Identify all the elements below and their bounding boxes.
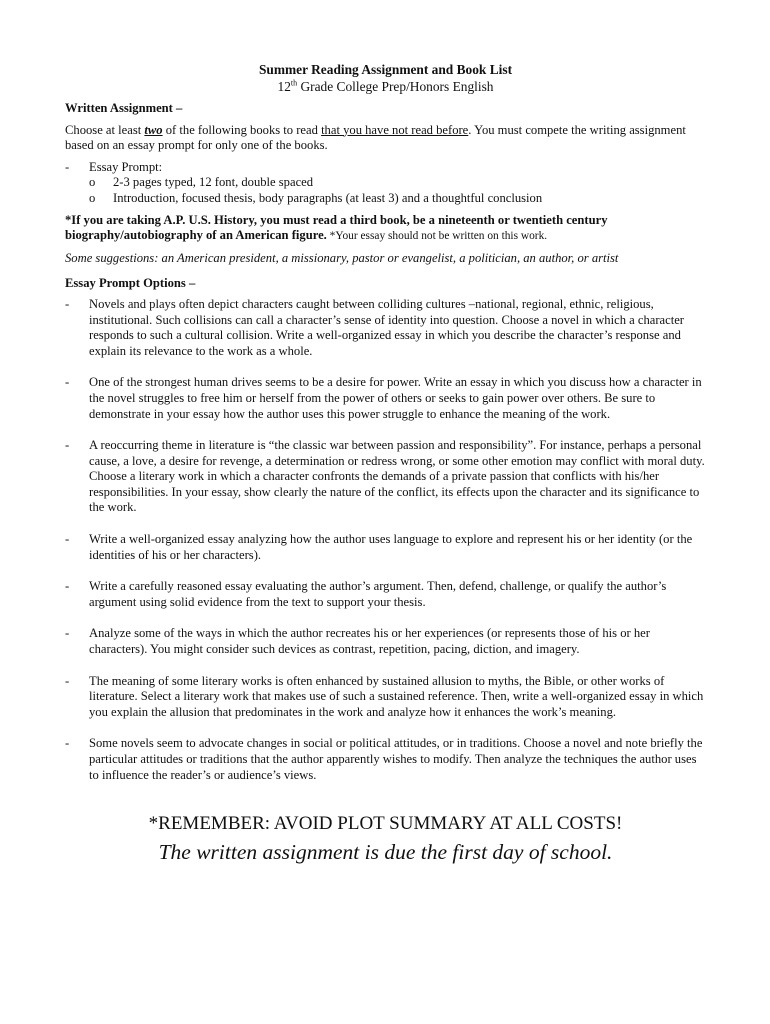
subtitle-rest: Grade College Prep/Honors English [297,79,494,94]
bullet-dash: - [65,673,70,688]
subtitle-superscript: th [290,78,298,88]
bullet-dash: - [65,579,70,594]
essay-prompt-item [65,160,706,176]
due-date-notice: The written assignment is due the first day of school. [158,840,613,865]
intro-text: Choose at least [65,122,145,137]
essay-option-item [65,736,706,783]
essay-option-text: Write a carefully reasoned essay evaluating the author’s argument. Then, defend, challenge, or qualify the author’s argument using solid evidence from the text to support your thesis. [89,579,667,609]
bullet-dash: - [65,296,70,311]
essay-prompt-label: Essay Prompt: [89,159,163,174]
subitem-text: 2-3 pages typed, 12 font, double spaced [113,175,314,190]
essay-option-item [65,674,706,721]
page-title: Summer Reading Assignment and Book List [258,62,513,77]
essay-option-text: The meaning of some literary works is often enhanced by sustained allusion to myths, the Bible, or other works of literature. Select a literary work that makes use of such a sustained reference. Then, write a well-organized essay in which you explain the allusion that predominates in the work and analyze how it enhances the work’s meaning. [89,673,704,719]
apush-bold-text: *If you are taking A.P. U.S. History, you must read a third book, be a nineteenth or twentieth century biography/autobiography of an American figure. [65,212,608,243]
essay-option-text: Analyze some of the ways in which the author recreates his or her experiences (or represents those of his or her characters). You might consider such devices as contrast, repetition, pacing, diction, and imagery. [89,626,650,657]
essay-option-item [65,579,706,610]
bullet-dash: - [65,626,70,641]
apush-note: *Your essay should not be written on this work. [326,230,548,243]
bullet-dash: - [65,159,70,174]
intro-underlined: that you have not read before [321,122,469,137]
intro-emphasis-two: two [144,122,163,137]
bullet-dash: - [65,736,70,751]
essay-option-item [65,532,706,563]
essay-option-item [65,297,706,359]
intro-text: of the following books to read [162,122,322,137]
essay-prompt-list [65,160,706,207]
essay-option-item [65,438,706,516]
subtitle-grade: 12 [277,79,291,94]
suggestions-line: Some suggestions: an American president, a missionary, pastor or evangelist, a politician, an author, or artist [65,250,619,265]
written-assignment-intro [65,123,706,154]
essay-prompt-subitem [65,191,706,207]
sub-bullet: o [89,190,96,205]
written-assignment-heading: Written Assignment – [65,101,183,115]
bullet-dash: - [65,532,70,547]
essay-option-item [65,626,706,657]
essay-option-item [65,375,706,422]
essay-option-text: Write a well-organized essay analyzing how the author uses language to explore and represent his or her identity (or the identities of his or her characters). [89,532,693,562]
bullet-dash: - [65,375,70,390]
essay-prompt-subitem [65,175,706,191]
essay-option-text: Novels and plays often depict characters caught between colliding cultures –national, regional, ethnic, religious, institutional. Such collisions can call a character’s sense of identity into question. Choose a novel in which a character responds to such a cultural collision. Write a well-organized essay in which you describe the character’s response and explain its relevance to the work as a whole. [89,296,685,358]
essay-option-text: Some novels seem to advocate changes in social or political attitudes, or in traditions. Choose a novel and note briefly the particular attitudes or traditions that the author apparently wishes to modify. Then analyze the techniques the author uses to influence the reader’s or audience’s views. [89,736,703,782]
essay-option-text: One of the strongest human drives seems to be a desire for power. Write an essay in which you discuss how a character in the novel struggles to free him or herself from the power of others or seeks to gain power over others. Be sure to demonstrate in your essay how the author uses this power struggle to enhance the meaning of the work. [89,375,702,421]
subitem-text: Introduction, focused thesis, body paragraphs (at least 3) and a thoughtful conclusion [113,190,543,205]
essay-option-text: A reoccurring theme in literature is “the classic war between passion and responsibility”. For instance, perhaps a personal cause, a love, a desire for revenge, a determination or redress wrong, or some other emotion may conflict with moral duty. Choose a literary work in which a character confronts the demands of a private passion that conflicts with his/her responsibilities. In your essay, show clearly the nature of the conflict, its effects upon the character and its significance to the work. [89,438,705,515]
remember-notice: *REMEMBER: AVOID PLOT SUMMARY AT ALL COSTS! [148,813,623,835]
intro-text: . You must compete the writing assignment based on an essay prompt for only one of the books. [65,122,686,153]
bullet-dash: - [65,438,70,453]
page-subtitle [65,78,706,95]
sub-bullet: o [89,175,96,190]
apush-requirement [65,213,706,245]
essay-options-heading: Essay Prompt Options – [65,276,196,291]
